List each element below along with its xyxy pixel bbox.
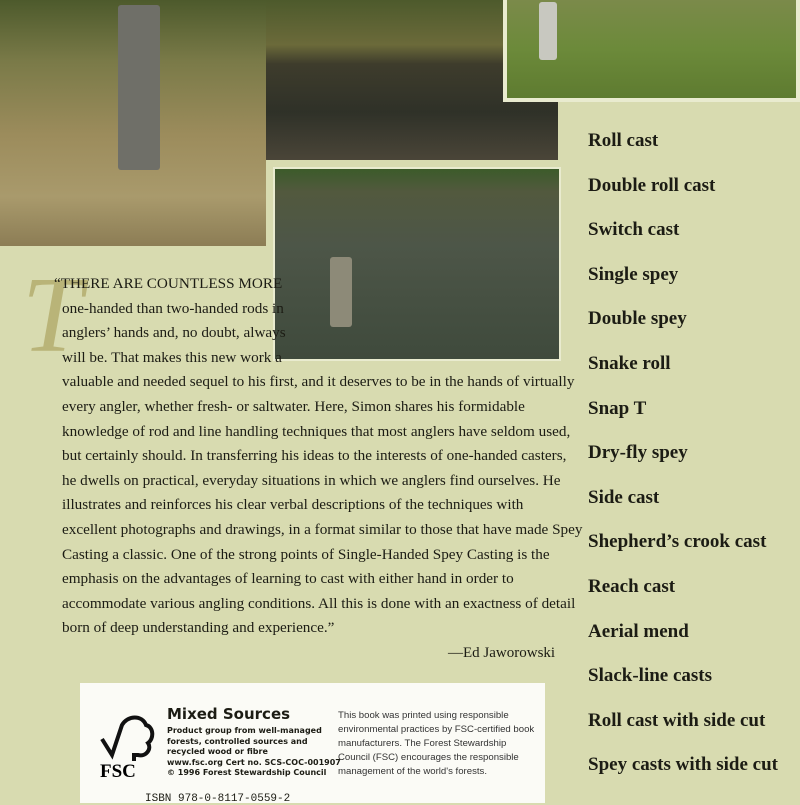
cast-item: Double roll cast [588,174,716,196]
cast-item: Reach cast [588,575,676,597]
endorsement-quote [40,272,583,641]
quote-attribution: —Ed Jaworowski [448,645,556,661]
quote-line: “THERE ARE COUNTLESS MORE [54,275,283,292]
fsc-label [80,683,545,803]
angler-bank-photo [0,0,266,246]
lawn-casting-photo [503,0,800,102]
angler-figure [118,5,160,170]
cast-item: Roll cast [588,130,659,151]
quote-line: but certainly should. In transferring his ideas to the interests of one-handed casters, [62,447,567,465]
cast-item: Snap T [588,397,647,419]
quote-line: one-handed than two-handed rods in [62,299,284,317]
quote-line: will be. That makes this new work a [62,348,282,366]
isbn: ISBN 978-0-8117-0559-2 [145,793,291,805]
fsc-copyright: © 1996 Forest Stewardship Council [167,768,327,777]
cast-item: Roll cast with side cut [588,709,766,731]
quote-line: he dwells on practical, everyday situations in which we anglers find ourselves. He [62,471,561,489]
cast-item: Dry-fly spey [588,442,688,464]
fsc-cert: www.fsc.org Cert no. SCS-COC-001907 [167,757,341,767]
cast-item: Spey casts with side cut [588,754,779,776]
svg-text:FSC: FSC [100,761,136,781]
quote-line: every angler, whether fresh- or saltwater. Here, Simon shares his formidable [62,397,525,415]
quote-line: anglers’ hands and, no doubt, always [62,324,286,342]
cast-item: Slack-line casts [588,665,713,687]
cast-item: Single spey [588,263,679,285]
drop-cap: T [22,256,83,375]
caster-figure [539,2,557,60]
cast-item: Side cast [588,486,660,508]
cast-item: Double spey [588,308,687,330]
fsc-description: Product group from well-managed forests, controlled sources and recycled wood or fibre [167,726,322,756]
quote-line: knowledge of rod and line handling techniques that most anglers have seldom used, [62,422,571,440]
cast-item: Aerial mend [588,620,689,642]
fsc-tree-logo-icon [98,711,156,781]
fsc-title: Mixed Sources [167,705,291,723]
cast-list [588,128,778,797]
cast-item: Switch cast [588,219,680,241]
cast-item: Snake roll [588,352,671,374]
fsc-statement: This book was printed using responsible environmental practices by FSC-certified book manufacturers. The Forest Stewardship Council (FSC) encourages the responsible management of the world's forests. [338,710,535,777]
quote-line: emphasis on the advantages of learning to cast with either hand in order to [62,570,514,588]
quote-line: excellent photographs and drawings, in a format similar to those that have made Spey [62,520,583,538]
quote-line: valuable and needed sequel to his first, and it deserves to be in the hands of virtually [62,373,575,391]
quote-line: Casting a classic. One of the strong points of Single-Handed Spey Casting is the [62,545,550,563]
fsc-details [167,726,347,779]
quote-line: accommodate various angling conditions. All this is done with an exactness of detail [62,594,576,612]
quote-line: born of deep understanding and experience.” [62,619,335,637]
quote-line: illustrates and reinforces his clear verbal descriptions of the techniques with [62,496,524,514]
cast-item: Shepherd’s crook cast [588,531,767,553]
